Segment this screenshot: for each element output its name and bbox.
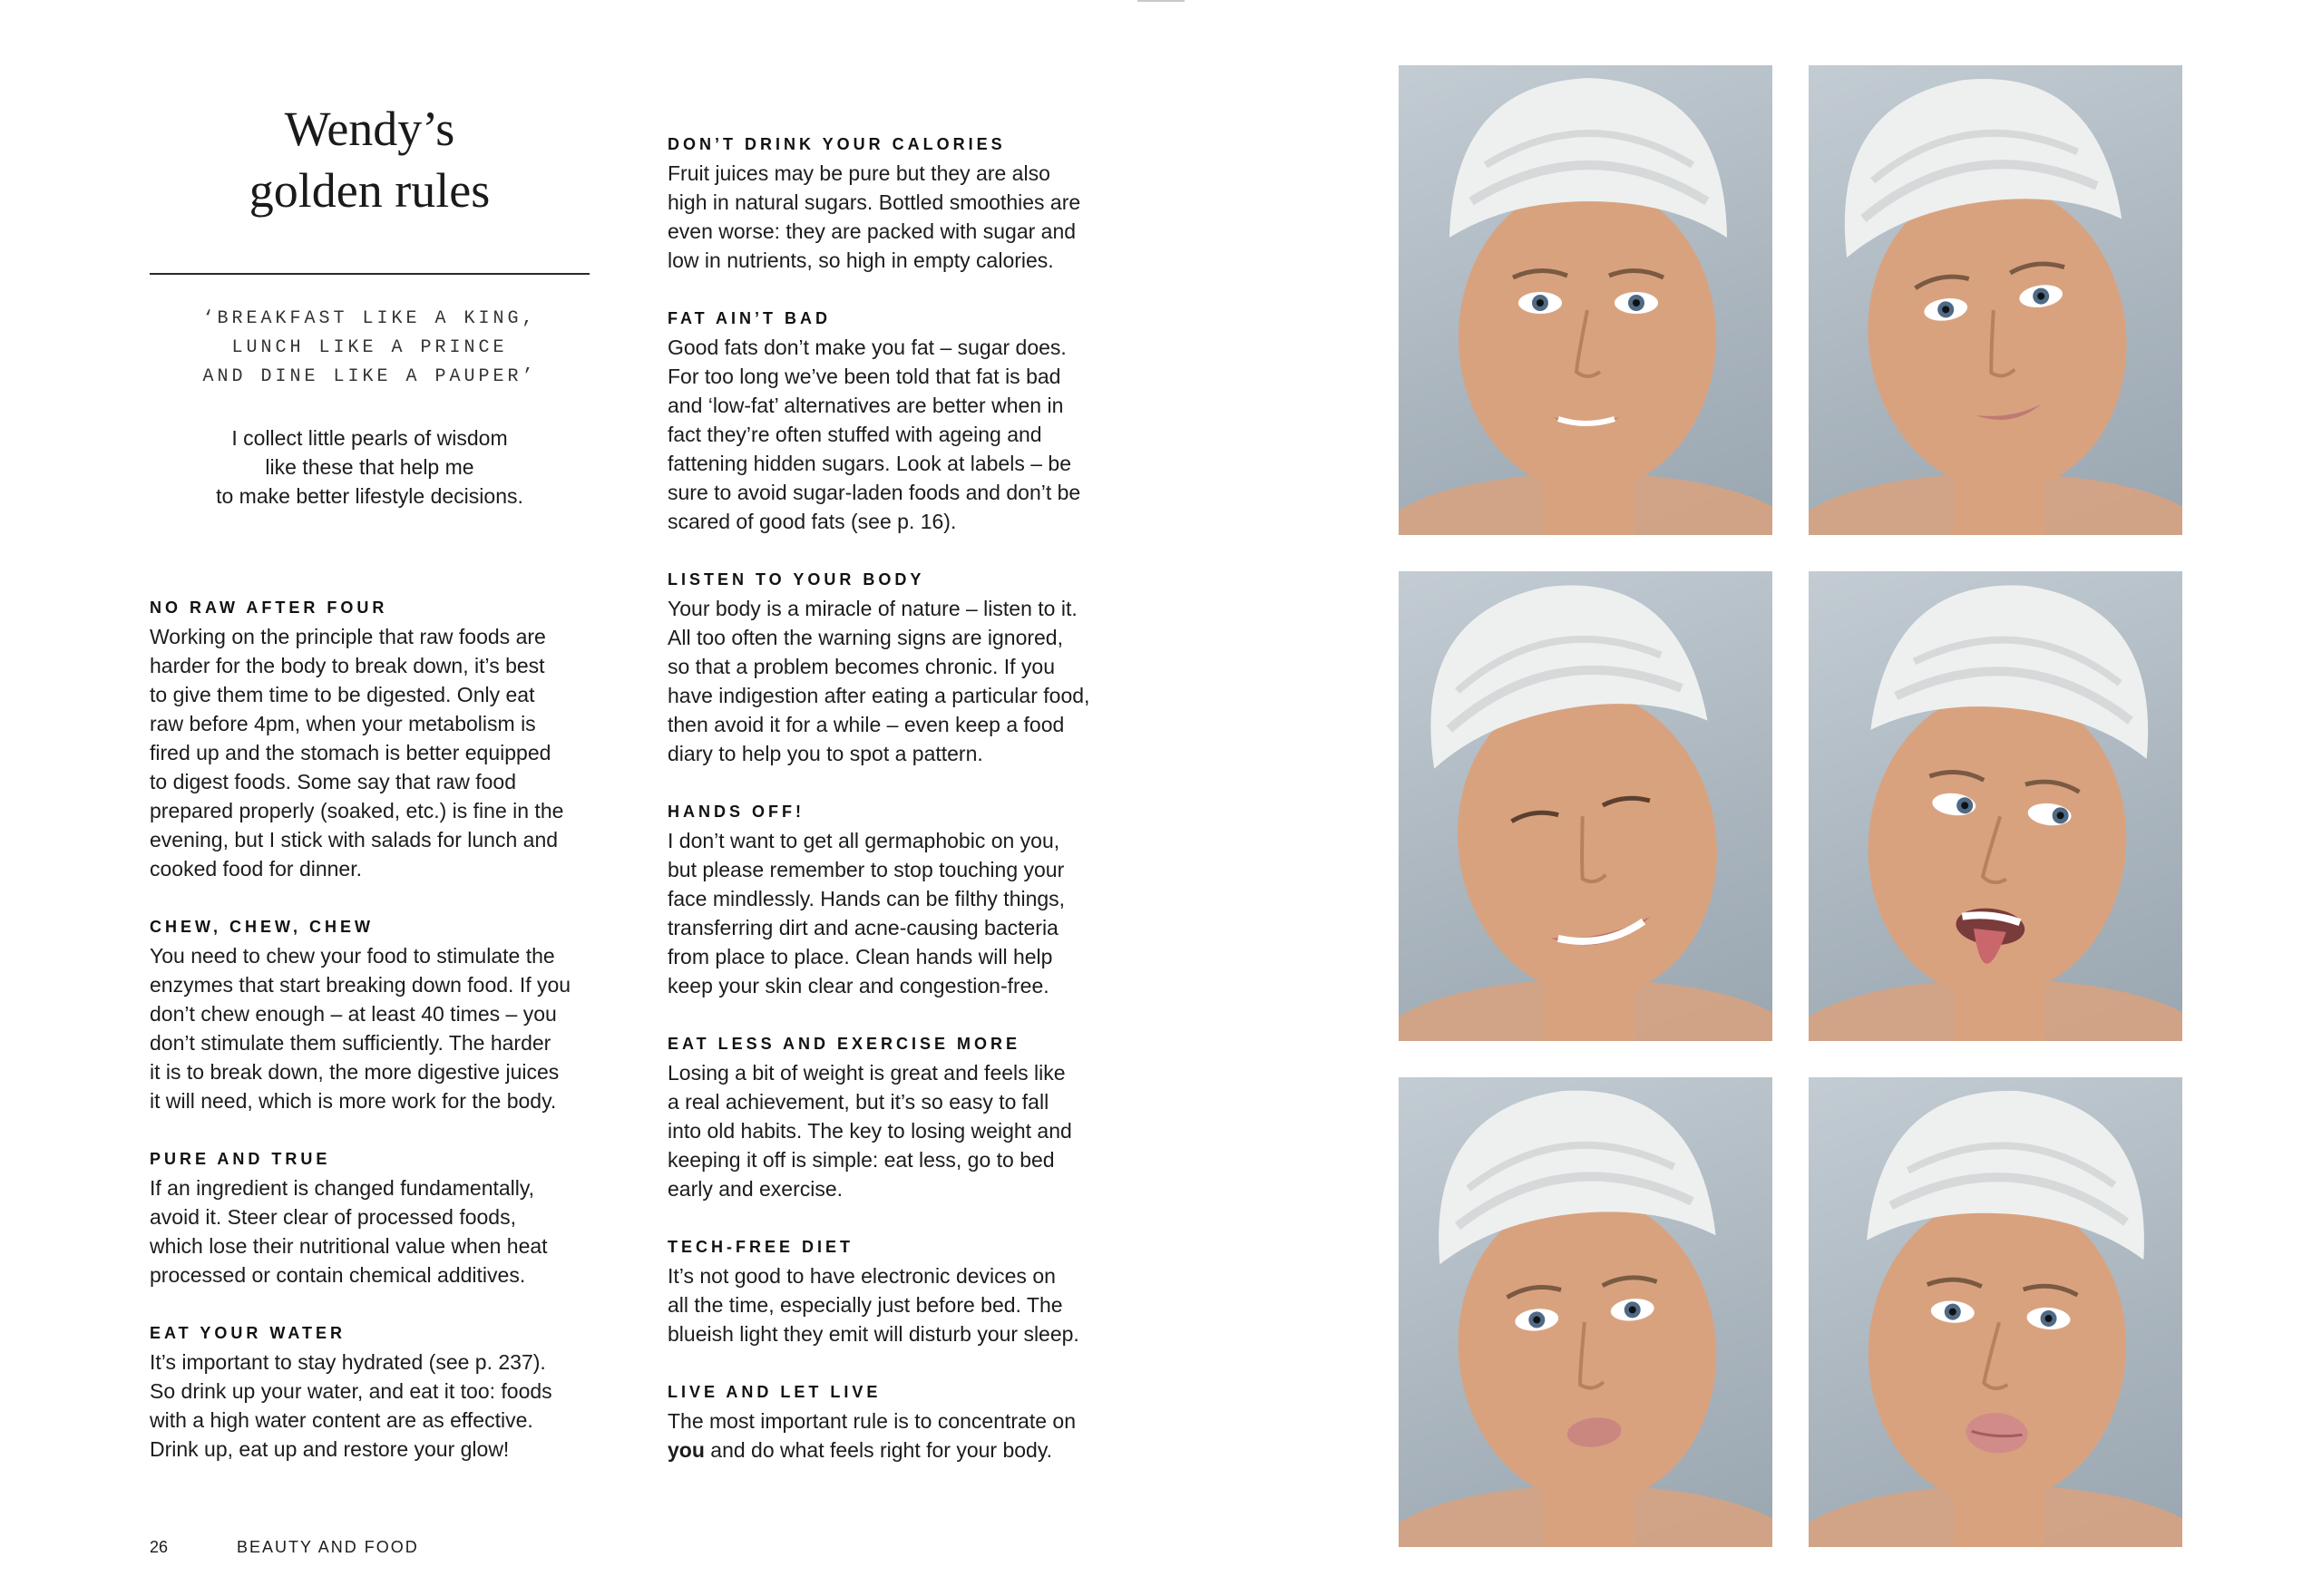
rule-text-line: processed or contain chemical additives.: [150, 1263, 526, 1287]
rule-text-line: sure to avoid sugar-laden foods and don’t be: [668, 481, 1081, 504]
rule-text-line: a real achievement, but it’s so easy to fall: [668, 1090, 1049, 1114]
rule-text-line: The most important rule is to concentrate on: [668, 1409, 1076, 1433]
rule-text-line: high in natural sugars. Bottled smoothies are: [668, 190, 1081, 214]
rule-block: [668, 1232, 1194, 1348]
rule-heading: CHEW, CHEW, CHEW: [150, 918, 374, 936]
rule-text-line: keep your skin clear and congestion-free.: [668, 974, 1049, 998]
photo-coy-smile: [1809, 65, 2182, 535]
page-number: 26: [150, 1538, 169, 1556]
rule-block: [668, 130, 1194, 275]
rule-text-line: with a high water content are as effective.: [150, 1408, 533, 1432]
intro-line-2: like these that help me: [265, 455, 474, 479]
rule-block: [150, 593, 676, 883]
rule-heading: HANDS OFF!: [668, 803, 805, 821]
rule-text-line: from place to place. Clean hands will help: [668, 945, 1053, 968]
rule-text-rest: and do what feels right for your body.: [704, 1438, 1053, 1462]
rule-text-line: it will need, which is more work for the body.: [150, 1089, 557, 1113]
rule-text-line: fired up and the stomach is better equipped: [150, 741, 551, 764]
intro-text: [150, 423, 590, 511]
rule-text-line: so that a problem becomes chronic. If you: [668, 655, 1055, 678]
photo-pout: [1399, 1077, 1772, 1547]
rules-column-left: [150, 593, 676, 1493]
rule-text-line: Good fats don’t make you fat – sugar does.: [668, 336, 1067, 359]
rule-heading: DON’T DRINK YOUR CALORIES: [668, 135, 1006, 153]
rule-text-line: harder for the body to break down, it’s best: [150, 654, 545, 677]
rule-text-line: Your body is a miracle of nature – listen to it.: [668, 597, 1078, 620]
quote-line-2: LUNCH LIKE A PRINCE: [231, 337, 508, 358]
emphasis-you: you: [668, 1438, 705, 1462]
photo-tongue-out: [1809, 571, 2182, 1041]
rule-text-line: it is to break down, the more digestive juices: [150, 1060, 560, 1084]
rules-column-right: [668, 130, 1194, 1494]
photo-smile: [1399, 65, 1772, 535]
title-line-2: golden rules: [249, 163, 491, 218]
pull-quote: [150, 305, 590, 392]
rule-heading: NO RAW AFTER FOUR: [150, 598, 388, 617]
rule-text-line: evening, but I stick with salads for lunch and: [150, 828, 559, 852]
rule-text-line: All too often the warning signs are ignored,: [668, 626, 1063, 649]
rule-text-line: don’t chew enough – at least 40 times – you: [150, 1002, 557, 1026]
rule-heading: LIVE AND LET LIVE: [668, 1383, 882, 1401]
rule-text-line: cooked food for dinner.: [150, 857, 362, 881]
rule-text-line: So drink up your water, and eat it too: foods: [150, 1379, 552, 1403]
running-footer: BEAUTY AND FOOD: [237, 1538, 419, 1556]
photo-wince: [1399, 571, 1772, 1041]
rule-heading: EAT LESS AND EXERCISE MORE: [668, 1035, 1021, 1053]
rule-heading: FAT AIN’T BAD: [668, 309, 831, 327]
rule-text-line: transferring dirt and acne-causing bacteria: [668, 916, 1059, 939]
rule-block: [150, 1319, 676, 1464]
rule-text-line: prepared properly (soaked, etc.) is fine in the: [150, 799, 564, 822]
rule-text-line: low in nutrients, so high in empty calories.: [668, 248, 1054, 272]
rule-text-line: but please remember to stop touching your: [668, 858, 1065, 881]
rule-block: [668, 565, 1194, 768]
gutter-mark: [1137, 0, 1185, 2]
rule-block: [668, 797, 1194, 1000]
rule-text-line: You need to chew your food to stimulate the: [150, 944, 555, 968]
photo-kiss: [1809, 1077, 2182, 1547]
rule-text-line: raw before 4pm, when your metabolism is: [150, 712, 536, 735]
rule-text-line: all the time, especially just before bed. The: [668, 1293, 1063, 1317]
rule-text-line: If an ingredient is changed fundamentally,: [150, 1176, 535, 1200]
rule-text-line: It’s important to stay hydrated (see p. 237).: [150, 1350, 546, 1374]
rule-text-line: avoid it. Steer clear of processed foods,: [150, 1205, 516, 1229]
rule-text-line: Losing a bit of weight is great and feels like: [668, 1061, 1066, 1085]
rule-text-line: early and exercise.: [668, 1177, 844, 1201]
rule-text-line: which lose their nutritional value when heat: [150, 1234, 548, 1258]
rule-block: [150, 1144, 676, 1289]
rule-text-line: blueish light they emit will disturb your sleep.: [668, 1322, 1079, 1346]
intro-line-1: I collect little pearls of wisdom: [231, 426, 508, 450]
rule-text-line: fact they’re often stuffed with ageing and: [668, 423, 1042, 446]
rule-text-line: [668, 1435, 1194, 1465]
rule-text-line: fattening hidden sugars. Look at labels – be: [668, 452, 1071, 475]
rule-text-line: don’t stimulate them sufficiently. The harder: [150, 1031, 551, 1055]
rule-text-line: Fruit juices may be pure but they are also: [668, 161, 1050, 185]
rule-text-line: It’s not good to have electronic devices on: [668, 1264, 1056, 1288]
rule-text-line: Working on the principle that raw foods are: [150, 625, 546, 648]
rule-heading: TECH-FREE DIET: [668, 1238, 854, 1256]
rule-text-line: scared of good fats (see p. 16).: [668, 510, 957, 533]
rule-text-line: to give them time to be digested. Only eat: [150, 683, 535, 706]
rule-block: [668, 304, 1194, 536]
rule-block: [668, 1377, 1194, 1465]
intro-line-3: to make better lifestyle decisions.: [216, 484, 523, 508]
rule-heading: PURE AND TRUE: [150, 1150, 331, 1168]
rule-text-line: to digest foods. Some say that raw food: [150, 770, 517, 793]
title-divider: [150, 273, 590, 275]
rule-block: [668, 1029, 1194, 1203]
quote-line-1: ‘BREAKFAST LIKE A KING,: [202, 308, 537, 329]
rule-text-line: diary to help you to spot a pattern.: [668, 742, 983, 765]
quote-line-3: AND DINE LIKE A PAUPER’: [202, 366, 537, 387]
rule-text-line: into old habits. The key to losing weight and: [668, 1119, 1072, 1143]
rule-text-line: I don’t want to get all germaphobic on you,: [668, 829, 1060, 852]
rule-text-line: keeping it off is simple: eat less, go to bed: [668, 1148, 1055, 1172]
rule-block: [150, 912, 676, 1115]
rule-heading: EAT YOUR WATER: [150, 1324, 346, 1342]
rule-text-line: have indigestion after eating a particular food,: [668, 684, 1090, 707]
rule-text-line: then avoid it for a while – even keep a food: [668, 713, 1065, 736]
rule-text-line: enzymes that start breaking down food. If you: [150, 973, 571, 997]
rule-text-line: face mindlessly. Hands can be filthy things,: [668, 887, 1066, 910]
rule-text-line: For too long we’ve been told that fat is bad: [668, 365, 1061, 388]
rule-text-line: and ‘low-fat’ alternatives are better when in: [668, 394, 1064, 417]
rule-heading: LISTEN TO YOUR BODY: [668, 570, 925, 589]
rule-text-line: Drink up, eat up and restore your glow!: [150, 1437, 510, 1461]
page-title: [150, 98, 590, 221]
title-line-1: Wendy’s: [284, 102, 455, 156]
rule-text-line: even worse: they are packed with sugar and: [668, 219, 1077, 243]
